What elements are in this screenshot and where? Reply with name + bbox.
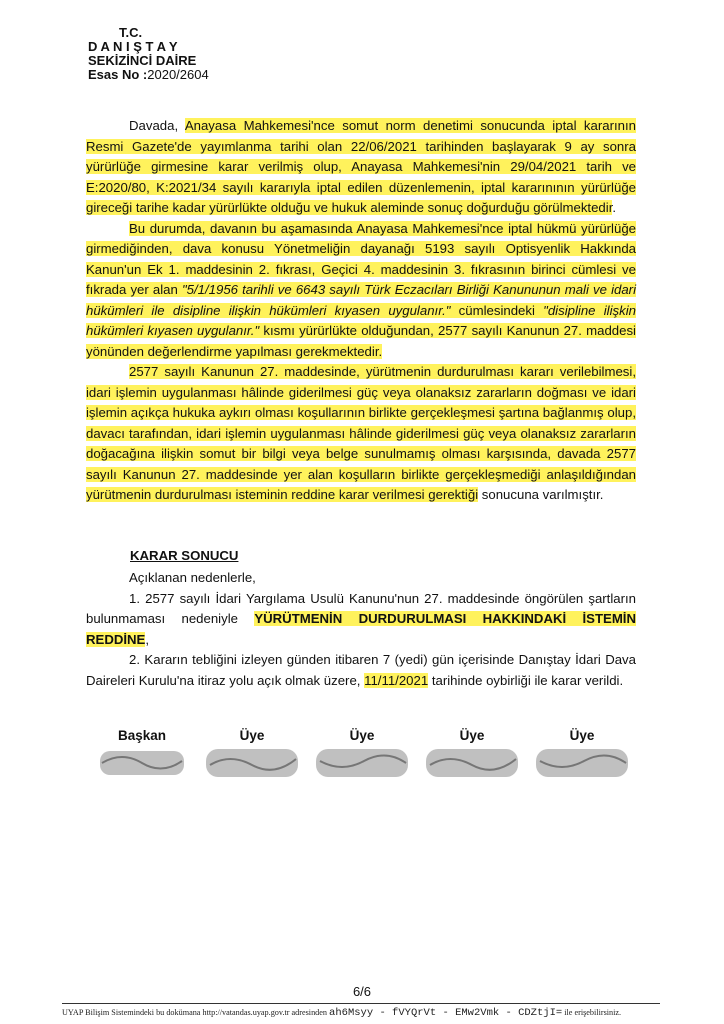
p2-text-e: kısmı yürürlükte olduğundan, 2577 sayılı Kanunun 27. maddesi yönünden değerlendirme yapılması gerekmektedir. — [86, 323, 636, 359]
karar-body — [86, 568, 636, 691]
signature-uye-3 — [422, 728, 522, 784]
item2-date: 11/11/2021 — [364, 672, 429, 688]
karar-item-1 — [86, 589, 636, 651]
karar-sonucu-title: KARAR SONUCU — [130, 548, 239, 563]
p1-highlight: Anayasa Mahkemesi'nce somut norm denetimi sonucunda iptal kararının Resmi Gazete'de yayımlanma tarihi olan 22/06/2021 tarihinden başlayarak 9 ay sonra yürürlüğe girmesine karar verilmiş olup, Anayasa Mahkemesi'nin 29/04/2021 tarih ve E:2020/80, K:2021/34 sayılı kararıyla iptal edilen düzenlemenin, iptal kararınının yürürlüğe gireceği tarihe kadar yürürlükte olduğu ve hukuk aleminde sonuç doğurduğu görülmektedir — [86, 118, 636, 215]
footer-prefix: UYAP Bilişim Sistemindeki bu dokümana http://vatandas.uyap.gov.tr adresinden — [62, 1008, 330, 1017]
signature-label: Üye — [349, 728, 375, 743]
signature-label: Üye — [459, 728, 485, 743]
item1-ruling: YÜRÜTMENİN DURDURULMASI HAKKINDAKİ İSTEMİN REDDİNE — [86, 611, 636, 647]
p2-text-a: Bu durumda, davanın bu aşamasında Anayasa Mahkemesi'nce iptal hükmü yürürlüğe girmediğinden, dava konusu Yönetmeliğin dayanağı 5193 sayılı Optisyenlik Hakkında Kanun'un Ek 1. maddesinin 2. fıkrası, Geçici 4. maddesinin 3. fıkrasının birinci cümlesi ve fıkrada yer alan — [86, 220, 636, 297]
p2-quote-1: "5/1/1956 tarihli ve 6643 sayılı Türk Eczacıları Birliği Kanununun mali ve idari hükümleri ile disipline ilişkin hükümleri kıyasen uygulanır." — [86, 282, 636, 318]
karar-item-2 — [86, 650, 636, 691]
signature-label: Başkan — [117, 728, 167, 743]
page-number: 6/6 — [352, 984, 372, 999]
footer-suffix: ile erişebilirsiniz. — [562, 1008, 622, 1017]
document-header — [88, 26, 209, 82]
p3-highlight: 2577 sayılı Kanunun 27. maddesinde, yürütmenin durdurulması kararı verilebilmesi, idari işlemin uygulanması hâlinde giderilmesi güç veya olanaksız zararların doğması ve idari işlemin açıkça hukuka aykırı olması koşullarının birlikte gerçekleşmesi şartına bağlanmış olup, davacı tarafından, idari işlemin uygulanması hâlinde giderilmesi güç veya olanaksız zararların doğacağına ilişkin somut bir bilgi veya belge sunulmamış olması karşısında, davada 2577 sayılı Kanunun 27. maddesinde yer alan koşulların birlikte gerçekleşmediği anlaşıldığından yürütmenin durdurulması isteminin reddine karar verilmesi gerektiği — [86, 364, 636, 502]
signature-label: Üye — [569, 728, 595, 743]
redacted-signature-icon — [532, 745, 632, 779]
p2-highlight — [86, 221, 636, 359]
esas-label: Esas No : — [88, 67, 148, 82]
redacted-signature-icon — [422, 745, 522, 779]
redacted-signature-icon — [92, 745, 192, 779]
p1-text-a: Davada, — [129, 118, 185, 133]
signature-row — [0, 728, 724, 788]
p1-text-c: . — [612, 200, 617, 215]
signature-baskan — [92, 728, 192, 784]
p3-text-b: sonucuna varılmıştır. — [478, 487, 604, 502]
header-chamber: SEKİZİNCİ DAİRE — [88, 53, 197, 68]
p2-text-c: cümlesindeki — [450, 302, 544, 318]
header-esas — [88, 68, 209, 82]
header-court: D A N I Ş T A Y — [88, 39, 178, 54]
paragraph-1 — [86, 116, 636, 219]
signature-uye-2 — [312, 728, 412, 784]
footer — [62, 1007, 702, 1019]
item2-tail: tarihinde oybirliği ile karar verildi. — [428, 672, 624, 688]
item1-comma: , — [145, 631, 150, 647]
signature-label: Üye — [239, 728, 265, 743]
karar-intro: Açıklanan nedenlerle, — [129, 570, 256, 585]
item2-text: 2. Kararın tebliğini izleyen günden itibaren 7 (yedi) gün içerisinde Danıştay İdari Dava Daireleri Kurulu'na itiraz yolu açık olmak üzere, — [86, 652, 636, 688]
footer-access-code: ah6Msyy - fVYQrVt - EMw2Vmk - CDZtjI= — [329, 1007, 563, 1019]
paragraph-3 — [86, 362, 636, 506]
signature-uye-1 — [202, 728, 302, 784]
item1-text: 1. 2577 sayılı İdari Yargılama Usulü Kanunu'nun 27. maddesinde öngörülen şartların bulunmaması nedeniyle — [86, 590, 636, 626]
redacted-signature-icon — [312, 745, 412, 779]
footer-divider — [62, 1003, 660, 1004]
header-tc: T.C. — [119, 25, 143, 40]
p2-quote-2: "disipline ilişkin hükümleri kıyasen uygulanır." — [86, 302, 636, 338]
esas-value: 2020/2604 — [147, 67, 209, 82]
decision-body — [86, 116, 636, 506]
paragraph-2 — [86, 219, 636, 363]
signature-uye-4 — [532, 728, 632, 784]
redacted-signature-icon — [202, 745, 302, 779]
